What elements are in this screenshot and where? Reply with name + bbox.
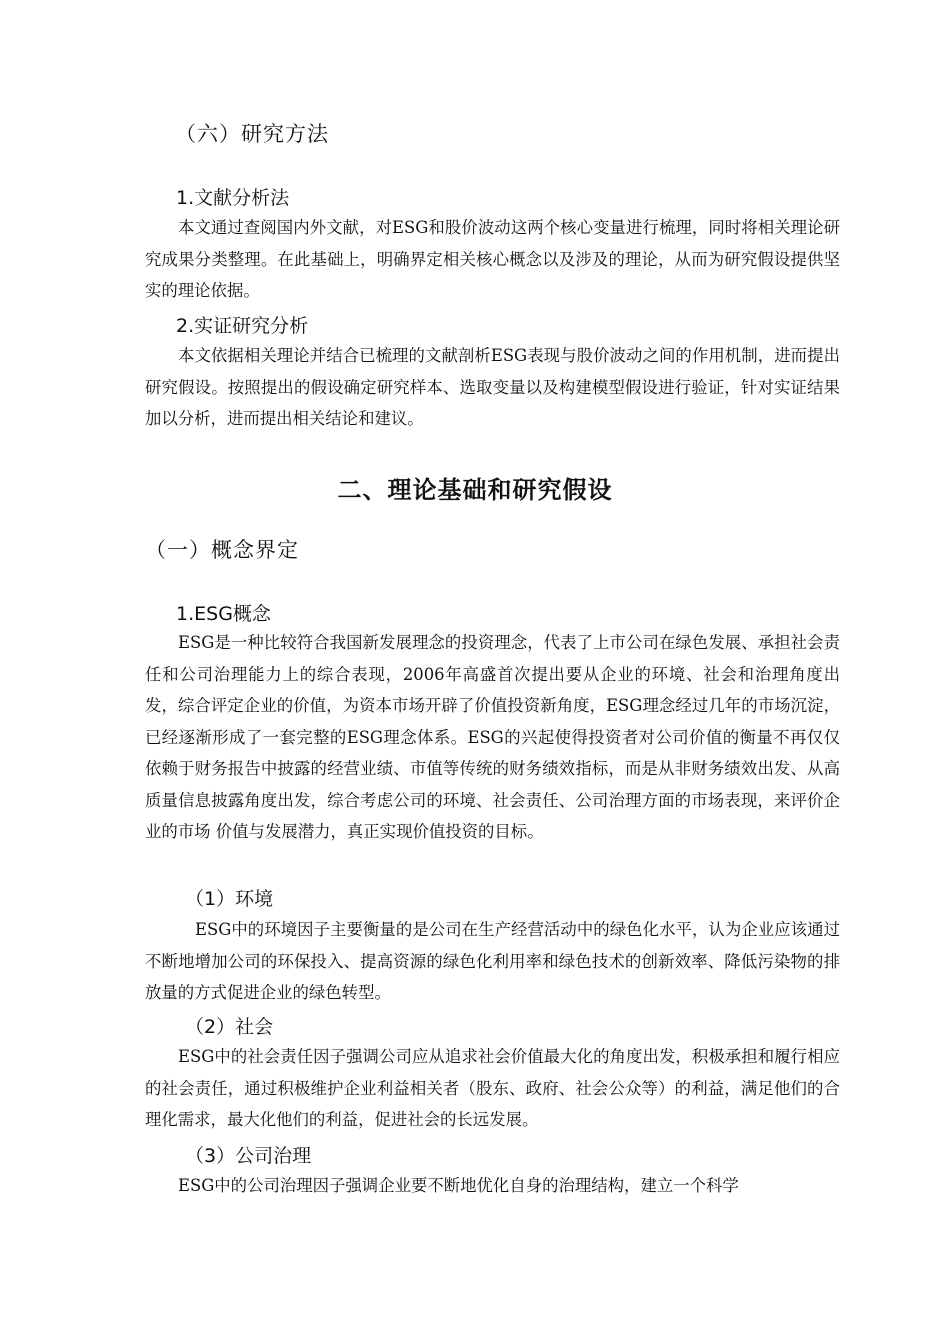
section-heading-concept-definition: （一）概念界定 bbox=[145, 538, 299, 562]
subheading-environment: （1）环境 bbox=[185, 888, 274, 910]
paragraph-esg-concept: ESG是一种比较符合我国新发展理念的投资理念，代表了上市公司在绿色发展、承担社会责任和公司治理能力上的综合表现，2006年高盛首次提出要从企业的环境、社会和治理角度出发，综合评定企业的价值，为资本市场开辟了价值投资新角度，ESG理念经过几年的市场沉淀，已经逐渐形成了一套完整的ESG理念体系。ESG的兴起使得投资者对公司价值的衡量不再仅仅依赖于财务报告中披露的经营业绩、市值等传统的财务绩效指标，而是从非财务绩效出发、从高质量信息披露角度出发，综合考虑公司的环境、社会责任、公司治理方面的市场表现，来评价企业的市场 价值与发展潜力，真正实现价值投资的目标。 bbox=[145, 633, 840, 841]
paragraph-environment: ESG中的环境因子主要衡量的是公司在生产经营活动中的绿色化水平，认为企业应该通过不断地增加公司的环保投入、提高资源的绿色化利用率和绿色技术的创新效率、降低污染物的排放量的方式促进企业的绿色转型。 bbox=[145, 920, 840, 1002]
subheading-literature-analysis: 1.文献分析法 bbox=[176, 187, 290, 209]
paragraph-empirical-analysis: 本文依据相关理论并结合已梳理的文献剖析ESG表现与股价波动之间的作用机制，进而提出研究假设。按照提出的假设确定研究样本、选取变量以及构建模型假设进行验证，针对实证结果加以分析，进而提出相关结论和建议。 bbox=[145, 346, 840, 428]
paragraph-corporate-governance: ESG中的公司治理因子强调企业要不断地优化自身的治理结构，建立一个科学 bbox=[178, 1176, 739, 1195]
subheading-corporate-governance: （3）公司治理 bbox=[185, 1145, 312, 1167]
subheading-esg-concept: 1.ESG概念 bbox=[176, 603, 271, 625]
section-heading-research-methods: （六）研究方法 bbox=[175, 122, 329, 146]
paragraph-literature-analysis: 本文通过查阅国内外文献，对ESG和股价波动这两个核心变量进行梳理，同时将相关理论研究成果分类整理。在此基础上，明确界定相关核心概念以及涉及的理论，从而为研究假设提供坚实的理论依据。 bbox=[145, 218, 840, 300]
subheading-empirical-analysis: 2.实证研究分析 bbox=[176, 315, 309, 337]
chapter-title: 二、理论基础和研究假设 bbox=[337, 476, 613, 504]
paragraph-society: ESG中的社会责任因子强调公司应从追求社会价值最大化的角度出发，积极承担和履行相应的社会责任，通过积极维护企业利益相关者（股东、政府、社会公众等）的利益，满足他们的合理化需求，最大化他们的利益，促进社会的长远发展。 bbox=[145, 1047, 840, 1129]
subheading-society: （2）社会 bbox=[185, 1016, 274, 1038]
